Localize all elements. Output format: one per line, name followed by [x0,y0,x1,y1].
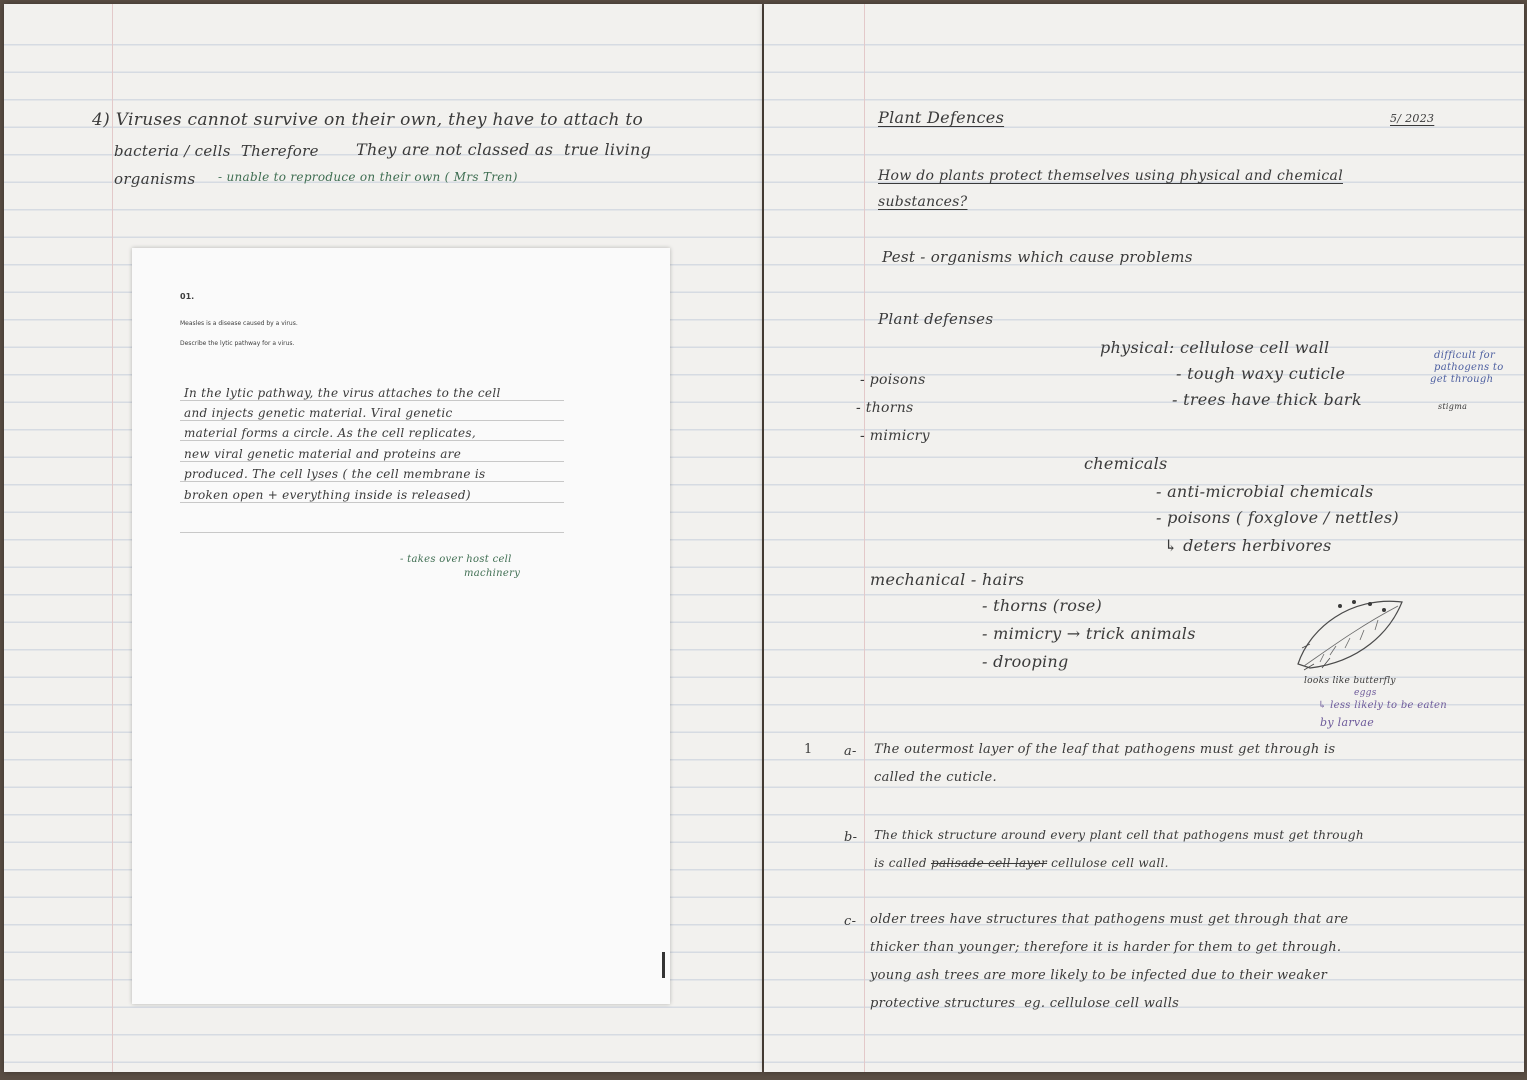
mechanical-item: - thorns (rose) [982,596,1103,615]
question-line1: How do plants protect themselves using physical and chemical [878,168,1343,184]
leaf-sketch-icon [1290,588,1410,678]
chemicals-heading: chemicals [1084,454,1168,473]
answer-4-line2: bacteria / cells Therefore [114,142,319,160]
physical-note-line: difficult for [1434,350,1496,361]
physical-note-line: pathogens to [1434,362,1504,373]
sheet-note-line2: machinery [464,568,521,579]
sheet-answer-line: produced. The cell lyses ( the cell membrane is [184,467,486,481]
question-number: 01. [180,292,195,301]
answer-4-line1: 4) Viruses cannot survive on their own, they have to attach to [92,110,644,130]
right-page [764,4,1524,1072]
margin-line [864,4,865,1072]
sheet-answer-line: broken open + everything inside is released) [184,488,471,502]
answer-b-line1: The thick structure around every plant cell that pathogens must get through [874,828,1364,842]
chemicals-item: - anti-microbial chemicals [1156,482,1374,501]
page-date: 5/ 2023 [1390,112,1435,125]
answer-divider [180,440,564,441]
answer-divider [180,420,564,421]
answer-divider [180,400,564,401]
mechanical-item: - drooping [982,652,1069,671]
answer-a-line: The outermost layer of the leaf that pathogens must get through is [874,742,1336,757]
chemicals-item: - poisons ( foxglove / nettles) [1156,508,1399,527]
sheet-answer-line: and injects genetic material. Viral genetic [184,406,453,420]
answer-b-line2 [874,856,1169,870]
mechanical-heading: mechanical - hairs [870,570,1025,589]
pest-definition: Pest - organisms which cause problems [882,248,1193,266]
answer-c-line: young ash trees are more likely to be infected due to their weaker [870,968,1328,983]
answer-4-note: - unable to reproduce on their own ( Mrs Tren) [218,170,518,184]
defense-list-item: - mimicry [860,428,930,444]
mechanical-item: - mimicry → trick animals [982,624,1196,643]
answer-4-insert: They are not classed as true living [356,140,652,159]
question-line2: Describe the lytic pathway for a virus. [180,340,295,347]
physical-item: - tough waxy cuticle [1176,364,1346,383]
answer-b-suffix: cellulose cell wall. [1051,856,1169,870]
answer-c-line: protective structures eg. cellulose cell walls [870,996,1180,1011]
sheet-answer-line: material forms a circle. As the cell replicates, [184,426,476,440]
worksheet [132,248,670,1004]
answer-4-line3: organisms [114,170,196,188]
defense-list-item: - thorns [856,400,914,416]
left-page [4,4,762,1072]
answer-b-prefix: is called [874,856,927,870]
answer-a-line: called the cuticle. [874,770,997,785]
answer-c-line: older trees have structures that pathogens must get through that are [870,912,1349,927]
answer-b-label: b- [844,830,858,845]
physical-heading: physical: cellulose cell wall [1100,338,1330,357]
question-line2: substances? [878,194,968,210]
question-marker: 1 [804,742,813,757]
question-line1: Measles is a disease caused by a virus. [180,320,298,327]
answer-divider [180,532,564,533]
sheet-note-line1: - takes over host cell [400,554,512,565]
answer-c-label: c- [844,914,857,929]
leaf-note-line: ↳ less likely to be eaten [1318,700,1447,711]
leaf-note-line: by larvae [1320,716,1375,729]
answer-divider [180,502,564,503]
sheet-answer-line: new viral genetic material and proteins are [184,447,462,461]
answer-a-label: a- [844,744,857,759]
answer-c-line: thicker than younger; therefore it is harder for them to get through. [870,940,1342,955]
defense-list-item: - poisons [860,372,926,388]
spine-mark [662,952,665,978]
answer-b-struck: palisade cell layer [930,856,1048,870]
physical-item: - trees have thick bark [1172,390,1362,409]
margin-line [112,4,113,1072]
physical-small-note: stigma [1438,402,1468,411]
plant-defenses-heading: Plant defenses [878,310,994,328]
chemicals-item: ↳ deters herbivores [1164,536,1332,555]
answer-divider [180,461,564,462]
leaf-note-line: looks like butterfly [1304,676,1396,686]
physical-note-line: get through [1430,374,1494,385]
sheet-answer-line: In the lytic pathway, the virus attaches to the cell [184,386,501,400]
leaf-note-line: eggs [1354,688,1377,698]
answer-divider [180,481,564,482]
page-title: Plant Defences [878,108,1005,127]
